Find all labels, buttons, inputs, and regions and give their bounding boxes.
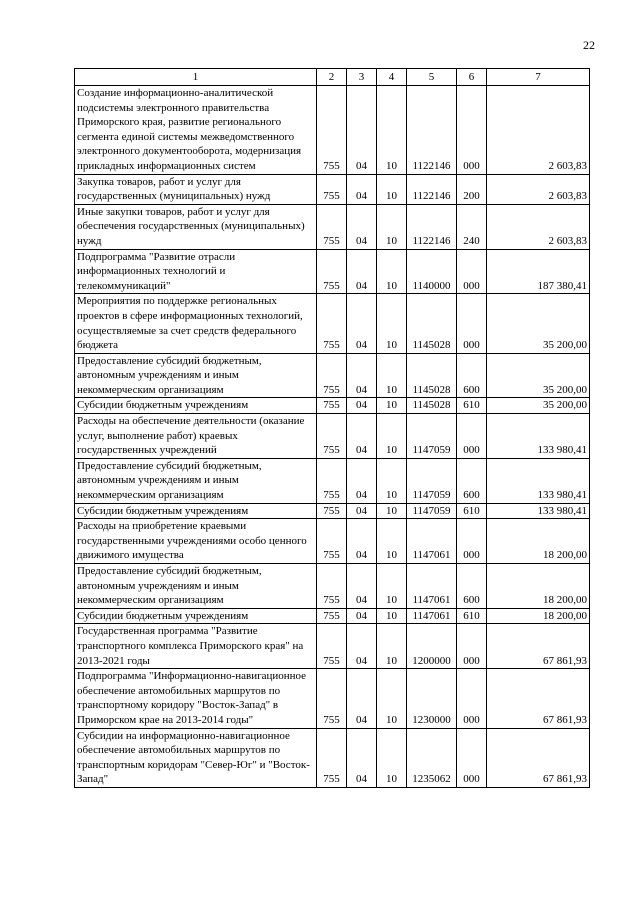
col-3-value: 04 [347, 608, 377, 624]
col-5-value: 1147061 [407, 564, 457, 609]
table-row [75, 204, 590, 249]
table-row [75, 294, 590, 353]
table-row [75, 174, 590, 204]
col-2-value: 755 [317, 608, 347, 624]
table-row [75, 86, 590, 175]
col-2-value: 755 [317, 294, 347, 353]
table-row [75, 503, 590, 519]
header-col-7: 7 [487, 69, 590, 86]
col-4-value: 10 [377, 249, 407, 294]
row-name: Субсидии на информационно-навигационное обеспечение автомобильных маршрутов по транспортным коридорам "Север-Юг" и "Восток-Запад" [75, 728, 317, 787]
table-row [75, 249, 590, 294]
amount-value: 18 200,00 [487, 608, 590, 624]
col-5-value: 1122146 [407, 204, 457, 249]
col-2-value: 755 [317, 669, 347, 728]
table-row [75, 519, 590, 564]
row-name: Предоставление субсидий бюджетным, автономным учреждениям и иным некоммерческим организациям [75, 564, 317, 609]
col-4-value: 10 [377, 398, 407, 414]
row-name: Предоставление субсидий бюджетным, автономным учреждениям и иным некоммерческим организациям [75, 353, 317, 398]
amount-value: 67 861,93 [487, 624, 590, 669]
col-6-value: 600 [457, 458, 487, 503]
header-col-4: 4 [377, 69, 407, 86]
col-5-value: 1145028 [407, 398, 457, 414]
col-6-value: 240 [457, 204, 487, 249]
col-4-value: 10 [377, 669, 407, 728]
amount-value: 18 200,00 [487, 564, 590, 609]
header-col-3: 3 [347, 69, 377, 86]
col-4-value: 10 [377, 728, 407, 787]
header-col-6: 6 [457, 69, 487, 86]
amount-value: 2 603,83 [487, 86, 590, 175]
col-3-value: 04 [347, 503, 377, 519]
col-6-value: 200 [457, 174, 487, 204]
amount-value: 187 380,41 [487, 249, 590, 294]
row-name: Предоставление субсидий бюджетным, автономным учреждениям и иным некоммерческим организациям [75, 458, 317, 503]
amount-value: 67 861,93 [487, 669, 590, 728]
col-4-value: 10 [377, 353, 407, 398]
col-3-value: 04 [347, 204, 377, 249]
amount-value: 67 861,93 [487, 728, 590, 787]
col-6-value: 000 [457, 86, 487, 175]
col-6-value: 600 [457, 353, 487, 398]
table-row [75, 564, 590, 609]
col-2-value: 755 [317, 519, 347, 564]
col-2-value: 755 [317, 86, 347, 175]
col-4-value: 10 [377, 204, 407, 249]
col-3-value: 04 [347, 174, 377, 204]
amount-value: 133 980,41 [487, 503, 590, 519]
header-col-2: 2 [317, 69, 347, 86]
row-name: Расходы на приобретение краевыми государственными учреждениями особо ценного движимого имущества [75, 519, 317, 564]
table-row [75, 414, 590, 459]
header-col-5: 5 [407, 69, 457, 86]
row-name: Подпрограмма "Развитие отрасли информационных технологий и телекоммуникаций" [75, 249, 317, 294]
row-name: Субсидии бюджетным учреждениям [75, 503, 317, 519]
col-2-value: 755 [317, 353, 347, 398]
col-6-value: 600 [457, 564, 487, 609]
col-2-value: 755 [317, 398, 347, 414]
col-2-value: 755 [317, 624, 347, 669]
row-name: Закупка товаров, работ и услуг для государственных (муниципальных) нужд [75, 174, 317, 204]
col-5-value: 1235062 [407, 728, 457, 787]
col-6-value: 000 [457, 669, 487, 728]
row-name: Мероприятия по поддержке региональных проектов в сфере информационных технологий, осуществляемые за счет средств федерального бюджета [75, 294, 317, 353]
col-2-value: 755 [317, 414, 347, 459]
col-4-value: 10 [377, 294, 407, 353]
col-5-value: 1145028 [407, 353, 457, 398]
table-row [75, 669, 590, 728]
row-name: Субсидии бюджетным учреждениям [75, 398, 317, 414]
col-3-value: 04 [347, 249, 377, 294]
col-5-value: 1147059 [407, 458, 457, 503]
row-name: Расходы на обеспечение деятельности (оказание услуг, выполнение работ) краевых государственных учреждений [75, 414, 317, 459]
amount-value: 35 200,00 [487, 353, 590, 398]
col-5-value: 1147059 [407, 414, 457, 459]
col-3-value: 04 [347, 624, 377, 669]
col-4-value: 10 [377, 564, 407, 609]
col-5-value: 1140000 [407, 249, 457, 294]
col-4-value: 10 [377, 519, 407, 564]
col-3-value: 04 [347, 669, 377, 728]
col-2-value: 755 [317, 503, 347, 519]
page-number: 22 [583, 38, 595, 52]
col-5-value: 1122146 [407, 86, 457, 175]
col-2-value: 755 [317, 458, 347, 503]
amount-value: 2 603,83 [487, 204, 590, 249]
row-name: Иные закупки товаров, работ и услуг для обеспечения государственных (муниципальных) нужд [75, 204, 317, 249]
table-row [75, 608, 590, 624]
col-6-value: 610 [457, 503, 487, 519]
col-2-value: 755 [317, 249, 347, 294]
table-row [75, 624, 590, 669]
col-5-value: 1230000 [407, 669, 457, 728]
amount-value: 18 200,00 [487, 519, 590, 564]
row-name: Субсидии бюджетным учреждениям [75, 608, 317, 624]
row-name: Подпрограмма "Информационно-навигационное обеспечение автомобильных маршрутов по транспортному коридору "Восток-Запад" в Приморском крае на 2013-2014 годы" [75, 669, 317, 728]
col-3-value: 04 [347, 414, 377, 459]
col-3-value: 04 [347, 728, 377, 787]
col-5-value: 1145028 [407, 294, 457, 353]
budget-table [74, 68, 590, 788]
row-name: Создание информационно-аналитической подсистемы электронного правительства Приморского края, развитие регионального сегмента единой системы межведомственного электронного документооборота, модернизация прикладных информационных систем [75, 86, 317, 175]
col-4-value: 10 [377, 414, 407, 459]
col-5-value: 1147059 [407, 503, 457, 519]
col-4-value: 10 [377, 624, 407, 669]
col-6-value: 610 [457, 608, 487, 624]
amount-value: 35 200,00 [487, 294, 590, 353]
col-3-value: 04 [347, 519, 377, 564]
col-3-value: 04 [347, 564, 377, 609]
col-3-value: 04 [347, 294, 377, 353]
col-6-value: 610 [457, 398, 487, 414]
table-row [75, 728, 590, 787]
header-col-1: 1 [75, 69, 317, 86]
amount-value: 2 603,83 [487, 174, 590, 204]
col-4-value: 10 [377, 503, 407, 519]
table-row [75, 398, 590, 414]
col-4-value: 10 [377, 174, 407, 204]
col-3-value: 04 [347, 353, 377, 398]
col-6-value: 000 [457, 624, 487, 669]
col-4-value: 10 [377, 86, 407, 175]
col-5-value: 1200000 [407, 624, 457, 669]
col-2-value: 755 [317, 174, 347, 204]
amount-value: 133 980,41 [487, 458, 590, 503]
table-row [75, 353, 590, 398]
col-5-value: 1147061 [407, 519, 457, 564]
col-3-value: 04 [347, 458, 377, 503]
col-2-value: 755 [317, 204, 347, 249]
col-6-value: 000 [457, 294, 487, 353]
amount-value: 133 980,41 [487, 414, 590, 459]
col-6-value: 000 [457, 519, 487, 564]
col-6-value: 000 [457, 728, 487, 787]
col-6-value: 000 [457, 249, 487, 294]
col-4-value: 10 [377, 458, 407, 503]
col-2-value: 755 [317, 564, 347, 609]
col-3-value: 04 [347, 86, 377, 175]
col-5-value: 1122146 [407, 174, 457, 204]
col-6-value: 000 [457, 414, 487, 459]
amount-value: 35 200,00 [487, 398, 590, 414]
header-row [75, 69, 590, 86]
table-row [75, 458, 590, 503]
col-4-value: 10 [377, 608, 407, 624]
col-5-value: 1147061 [407, 608, 457, 624]
row-name: Государственная программа "Развитие транспортного комплекса Приморского края" на 2013-2021 годы [75, 624, 317, 669]
col-2-value: 755 [317, 728, 347, 787]
col-3-value: 04 [347, 398, 377, 414]
